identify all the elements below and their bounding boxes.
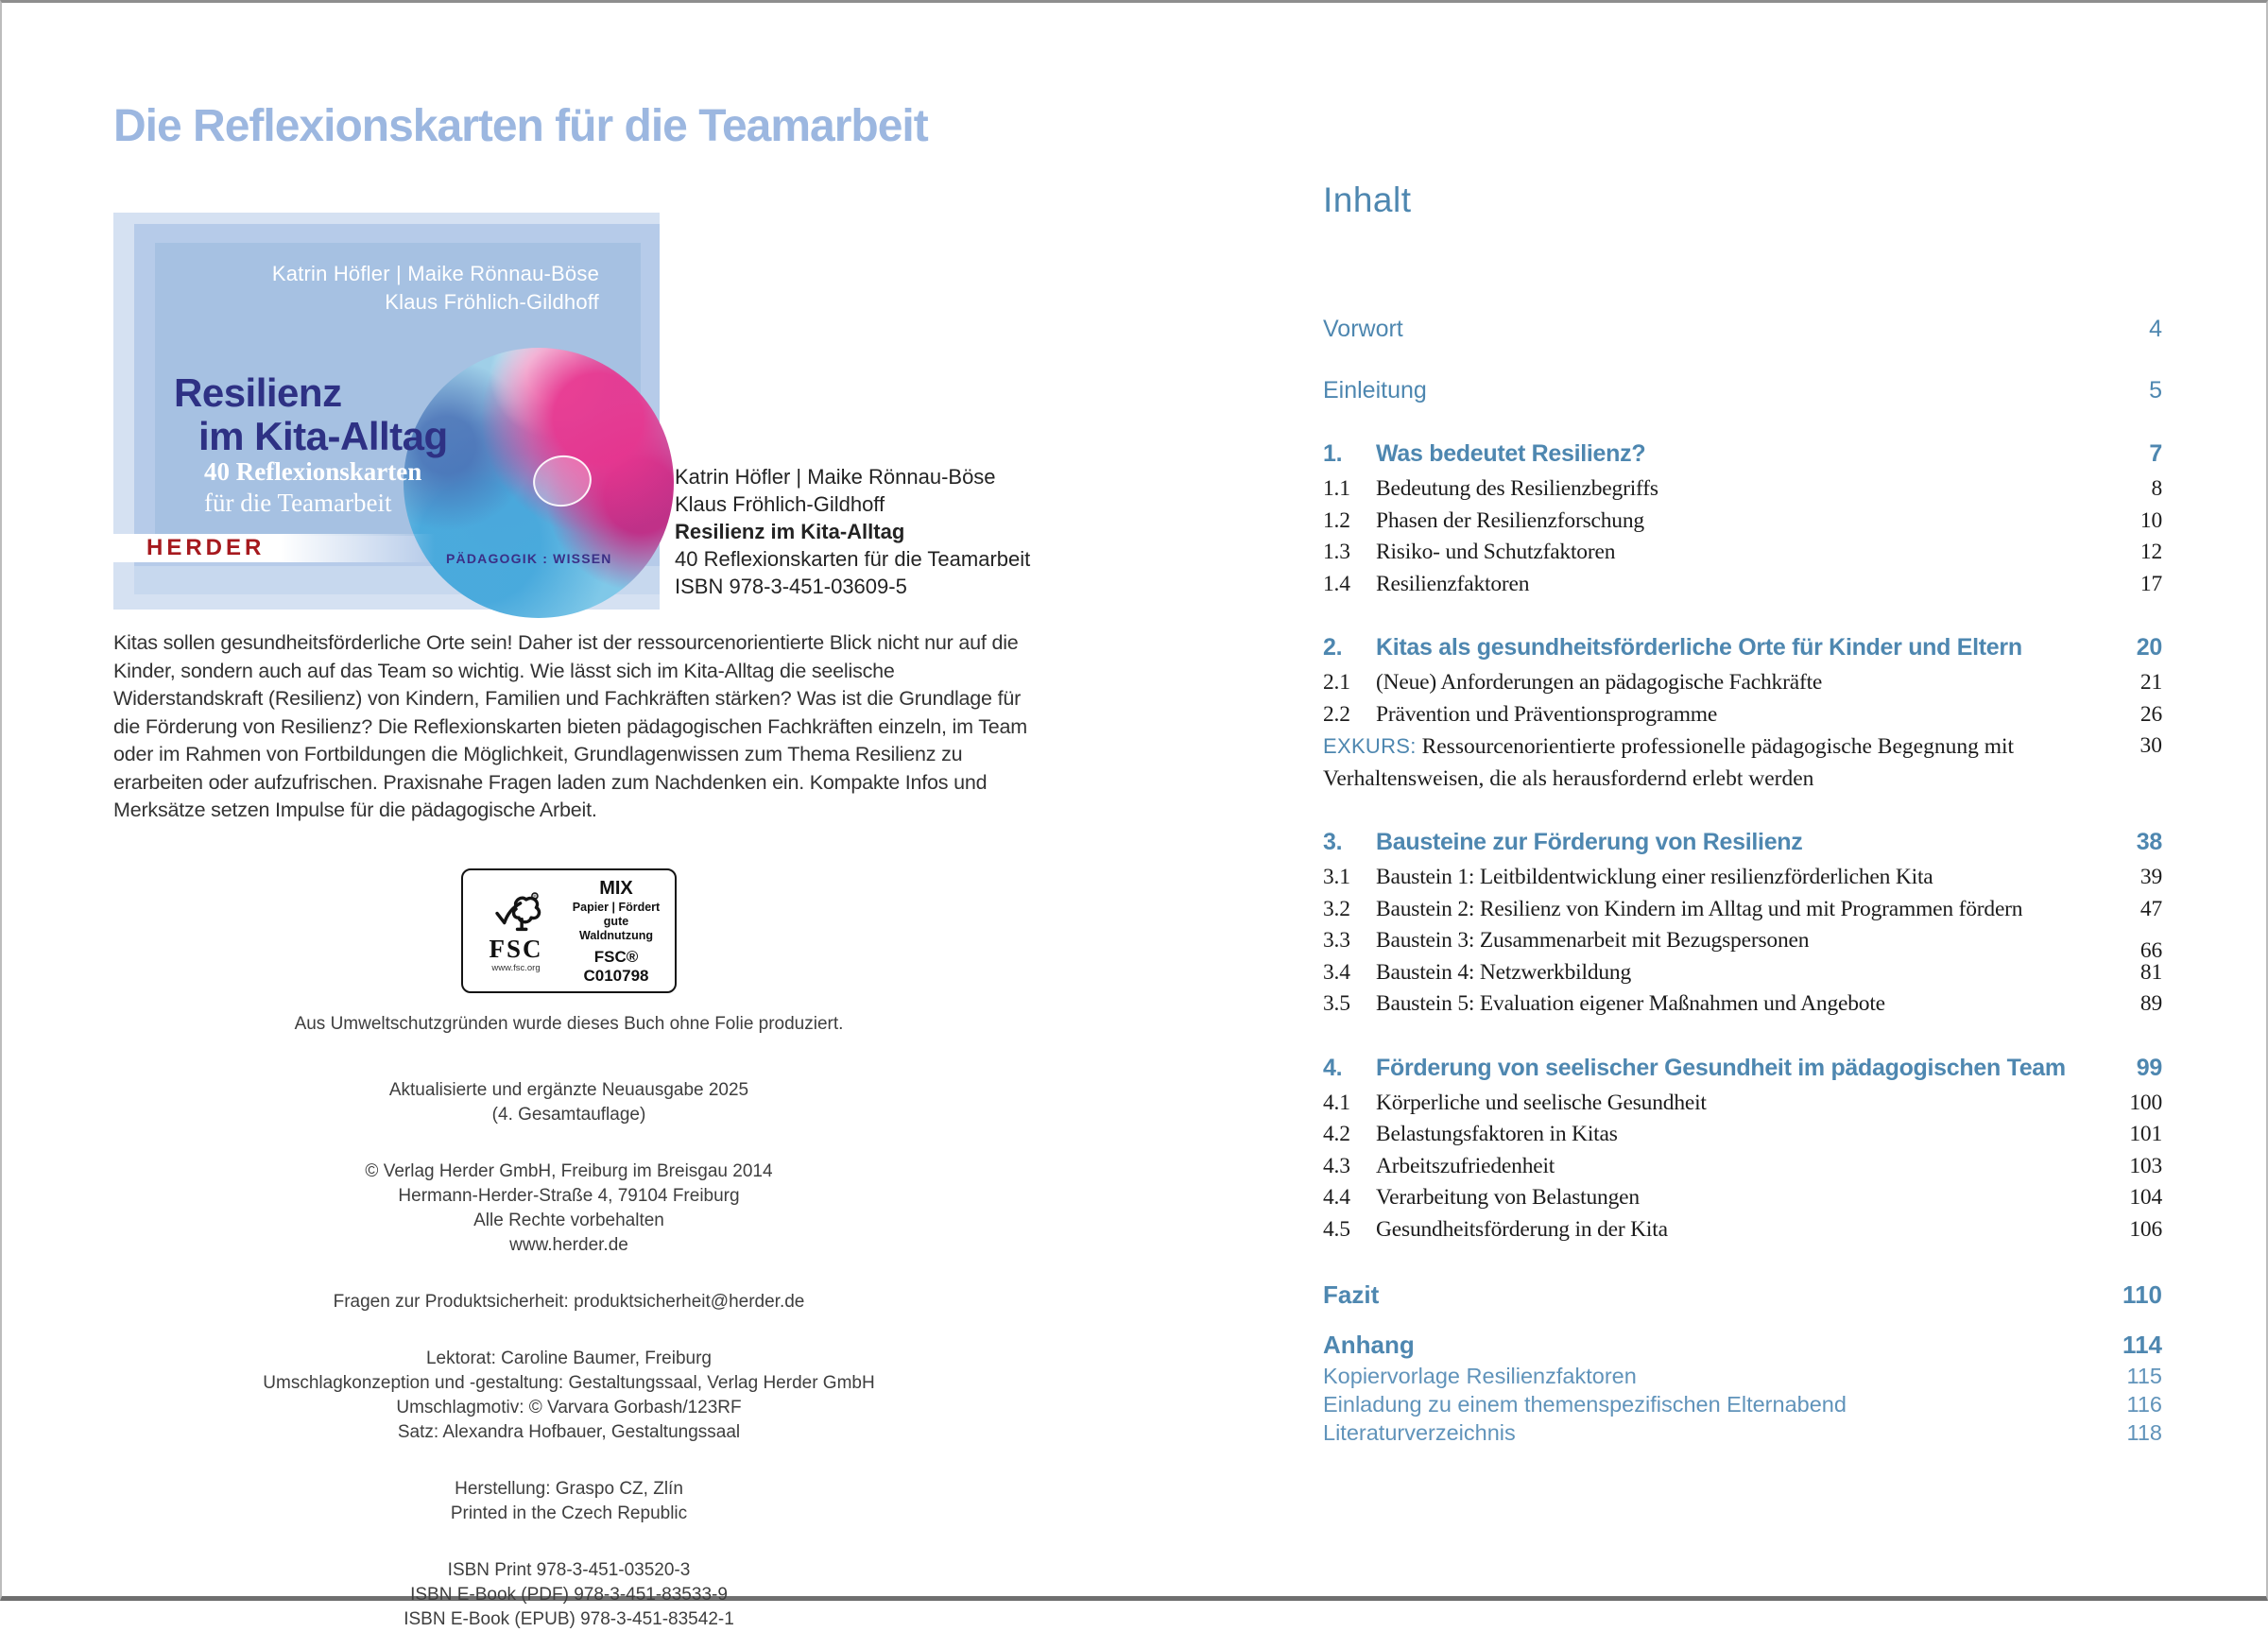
fsc-tree-check-icon (491, 890, 541, 934)
cover-authors (272, 260, 599, 317)
toc-page-number: 116 (2126, 1392, 2162, 1417)
copyright-block (115, 1160, 1022, 1258)
toc-entry-label: Baustein 2: Resilienz von Kindern im Alltag und mit Programmen fördern (1376, 896, 2023, 921)
isbn-block (115, 1558, 1022, 1632)
toc-entry-number: 1.3 (1323, 540, 1350, 564)
toc-page-number: 114 (2122, 1331, 2162, 1359)
info-subtitle: 40 Reflexionskarten für die Teamarbeit (675, 547, 1031, 571)
toc-entry-label: (Neue) Anforderungen an pädagogische Fachkräfte (1376, 670, 1823, 695)
table-of-contents (1323, 180, 2162, 1447)
toc-entry-number: 3.3 (1323, 928, 1350, 953)
toc-entry-number: 4.5 (1323, 1216, 1350, 1242)
toc-excursus-entry (1323, 730, 2162, 764)
excursus-label-line2: Verhaltensweisen, die als herausfordernd erlebt werden (1323, 765, 1814, 791)
toc-page-number: 110 (2122, 1280, 2162, 1309)
production-line: Herstellung: Graspo CZ, Zlín (455, 1479, 683, 1499)
credits-line: Satz: Alexandra Hofbauer, Gestaltungssaal (397, 1422, 741, 1442)
fsc-claim-line2: gute Waldnutzung (579, 915, 653, 942)
toc-entry (1323, 506, 2162, 538)
toc-page-number: 100 (2129, 1090, 2162, 1115)
toc-entry-label: Arbeitszufriedenheit (1376, 1153, 1555, 1178)
chapter-title: Bausteine zur Förderung von Resilienz (1376, 829, 1803, 855)
toc-page-number: 101 (2129, 1122, 2162, 1146)
credits-line: Lektorat: Caroline Baumer, Freiburg (425, 1349, 713, 1368)
toc-page-number: 12 (2139, 540, 2162, 564)
toc-page-number: 66 (2139, 938, 2162, 963)
toc-entry-label: Einleitung (1323, 377, 1427, 404)
isbn-line: ISBN Print 978-3-451-03520-3 (447, 1560, 691, 1580)
toc-entry (1323, 1151, 2162, 1183)
credits-line: Umschlagkonzeption und -gestaltung: Gestaltungssaal, Verlag Herder GmbH (263, 1373, 875, 1393)
production-block (115, 1477, 1022, 1526)
toc-entry (1323, 1214, 2162, 1246)
publisher-logo: HERDER (113, 534, 435, 562)
info-title: Resilienz im Kita-Alltag (675, 520, 905, 543)
toc-entry-label: Baustein 4: Netzwerkbildung (1376, 959, 1632, 985)
toc-section-3 (1323, 827, 2162, 1021)
book-cover (113, 213, 660, 610)
toc-entry (1323, 1088, 2162, 1120)
production-line: Printed in the Czech Republic (450, 1503, 688, 1523)
toc-entry-number: 3.2 (1323, 896, 1350, 921)
edition-block (115, 1078, 1022, 1127)
toc-page-number: 8 (2151, 476, 2162, 501)
fsc-logo (474, 890, 558, 973)
excursus-label-line1: Ressourcenorientierte professionelle pädagogische Begegnung mit (1416, 734, 2015, 759)
svg-text:®: ® (532, 894, 537, 901)
toc-entry-label: Baustein 1: Leitbildentwicklung einer resilienzförderlichen Kita (1376, 865, 1933, 889)
toc-page-number: 103 (2129, 1153, 2162, 1178)
toc-entry-number: 3.4 (1323, 959, 1350, 985)
toc-heading: Inhalt (1323, 180, 1412, 219)
toc-page-number: 7 (2149, 440, 2162, 467)
toc-page-number: 5 (2149, 377, 2162, 404)
toc-entry (1323, 1119, 2162, 1151)
isbn-line: ISBN E-Book (EPUB) 978-3-451-83542-1 (404, 1609, 734, 1629)
toc-entry-number: 4.2 (1323, 1122, 1350, 1146)
toc-page-number: 104 (2129, 1185, 2162, 1210)
info-isbn: ISBN 978-3-451-03609-5 (675, 575, 907, 598)
toc-entry (1323, 925, 2162, 963)
edition-line: Aktualisierte und ergänzte Neuausgabe 2025 (388, 1080, 749, 1100)
toc-page-number: 10 (2139, 507, 2162, 533)
toc-entry-vorwort (1323, 313, 2162, 345)
toc-page-number: 99 (2136, 1054, 2162, 1081)
chapter-number: 3. (1323, 829, 1343, 855)
cover-title-line1: Resilienz (174, 370, 342, 415)
chapter-heading (1323, 438, 2162, 469)
toc-entry-label: Anhang (1323, 1331, 1415, 1359)
toc-entry-label: Verarbeitung von Belastungen (1376, 1185, 1640, 1210)
toc-page-number: 17 (2139, 571, 2162, 596)
toc-entry-label: Bedeutung des Resilienzbegriffs (1376, 476, 1658, 501)
chapter-heading (1323, 632, 2162, 662)
toc-entry (1323, 1418, 2162, 1447)
toc-section-2 (1323, 632, 2162, 795)
fsc-claim (567, 901, 665, 943)
toc-page-number: 47 (2139, 896, 2162, 921)
blurb-paragraph: Kitas sollen gesundheitsförderliche Orte sein! Daher ist der ressourcenorientierte Blick nicht nur auf die Kinder, sondern auch auf das Team so wichtig. Wie lässt sich im Kita-Alltag die seelische Widerstandskraft (Resilienz) von Kindern, Familien und Fachkräften stärken? Was ist die Grundlage für die Förderung von Resilienz? Die Reflexionskarten bieten pädagogischen Fachkräften einzeln, im Team oder im Rahmen von Fortbildungen die Möglichkeit, Grundlagenwissen zum Thema Resilienz zu erarbeiten oder aufzufrischen. Praxisnahe Fragen laden zum Nachdenken ein. Kompakte Infos und Merksätze setzen Impulse für die pädagogische Arbeit. (113, 631, 1027, 821)
edition-line: (4. Gesamtauflage) (491, 1105, 646, 1125)
toc-entry-label: Körperliche und seelische Gesundheit (1376, 1090, 1707, 1115)
info-authors-1: Katrin Höfler | Maike Rönnau-Böse (675, 465, 996, 489)
toc-entry-number: 2.1 (1323, 670, 1350, 695)
cover-author-line1: Katrin Höfler | Maike Rönnau-Böse (271, 262, 599, 285)
copyright-line: www.herder.de (509, 1235, 628, 1255)
chapter-title: Förderung von seelischer Gesundheit im pädagogischen Team (1376, 1054, 2066, 1081)
toc-page-number: 106 (2129, 1216, 2162, 1242)
toc-entry (1323, 862, 2162, 894)
toc-entry-number: 1.4 (1323, 571, 1350, 596)
credits-line: Umschlagmotiv: © Varvara Gorbash/123RF (396, 1398, 742, 1417)
sketched-circle-icon (529, 451, 595, 511)
toc-entry-einleitung (1323, 374, 2162, 406)
toc-entry-label: Risiko- und Schutzfaktoren (1376, 540, 1616, 564)
fsc-text (567, 878, 665, 986)
toc-entry-anhang (1323, 1330, 2162, 1360)
toc-entry (1323, 569, 2162, 601)
toc-entry-label: Baustein 5: Evaluation eigener Maßnahmen und Angebote (1376, 991, 1885, 1016)
toc-entry-label: Prävention und Präventionsprogramme (1376, 701, 1718, 727)
toc-entry-number: 4.3 (1323, 1153, 1350, 1178)
toc-page-number: 21 (2139, 670, 2162, 695)
cover-subtitle (204, 456, 421, 519)
toc-entry (1323, 988, 2162, 1021)
toc-entry-number: 1.1 (1323, 476, 1350, 501)
toc-page-number: 30 (2139, 733, 2162, 758)
credits-block (115, 1347, 1022, 1445)
toc-entry (1323, 537, 2162, 569)
toc-entry (1323, 894, 2162, 926)
eco-note: Aus Umweltschutzgründen wurde dieses Buch ohne Folie produziert. (294, 1014, 844, 1034)
toc-entry-number: 3.1 (1323, 865, 1350, 889)
toc-entry-label: Gesundheitsförderung in der Kita (1376, 1216, 1668, 1242)
toc-entry-label: Baustein 3: Zusammenarbeit mit Bezugspersonen (1376, 928, 1810, 953)
cover-subtitle-line2: für die Teamarbeit (204, 489, 392, 517)
bibliographic-info (675, 463, 1030, 600)
toc-page-number: 26 (2139, 701, 2162, 727)
toc-entry-label: Vorwort (1323, 316, 1403, 342)
toc-page-number: 118 (2126, 1420, 2162, 1445)
toc-entry (1323, 699, 2162, 731)
fsc-url: www.fsc.org (491, 963, 541, 973)
chapter-title: Kitas als gesundheitsförderliche Orte für Kinder und Eltern (1376, 634, 2022, 661)
toc-entry-label: Belastungsfaktoren in Kitas (1376, 1122, 1618, 1146)
cover-title (174, 371, 448, 458)
chapter-title: Was bedeutet Resilienz? (1376, 440, 1646, 467)
toc-entry-label: Kopiervorlage Resilienzfaktoren (1323, 1364, 1637, 1388)
product-safety-line: Fragen zur Produktsicherheit: produktsicherheit@herder.de (333, 1292, 805, 1312)
cover-title-line2: im Kita-Alltag (198, 414, 448, 458)
toc-page-number: 20 (2136, 634, 2162, 661)
toc-page-number: 38 (2136, 829, 2162, 855)
toc-entry-label: Phasen der Resilienzforschung (1376, 507, 1644, 533)
toc-entry (1323, 1362, 2162, 1390)
fsc-mix: MIX (599, 878, 633, 899)
copyright-line: Alle Rechte vorbehalten (473, 1211, 664, 1230)
chapter-number: 2. (1323, 634, 1343, 661)
toc-entry-label: Einladung zu einem themenspezifischen Elternabend (1323, 1392, 1847, 1417)
fsc-brand: FSC (489, 935, 543, 963)
copyright-line: © Verlag Herder GmbH, Freiburg im Breisgau 2014 (365, 1161, 773, 1181)
toc-entry-number: 4.4 (1323, 1185, 1350, 1210)
toc-entry-number: 2.2 (1323, 701, 1350, 727)
toc-entry-number: 4.1 (1323, 1090, 1350, 1115)
toc-entry (1323, 473, 2162, 506)
toc-entry-label: Resilienzfaktoren (1376, 571, 1530, 596)
toc-entry-label: Literaturverzeichnis (1323, 1420, 1516, 1445)
toc-page-number: 81 (2139, 959, 2162, 985)
toc-entry (1323, 667, 2162, 699)
isbn-line: ISBN E-Book (PDF) 978-3-451-83533-9 (410, 1585, 728, 1605)
fsc-license: FSC® C010798 (583, 948, 649, 985)
toc-entry (1323, 957, 2162, 989)
imprint-column (115, 868, 1022, 1632)
toc-entry-fazit (1323, 1280, 2162, 1310)
cover-subtitle-line1: 40 Reflexionskarten (204, 457, 422, 486)
toc-entry-label: Fazit (1323, 1280, 1380, 1309)
toc-entry-number: 1.2 (1323, 507, 1350, 533)
chapter-heading (1323, 827, 2162, 857)
chapter-number: 1. (1323, 440, 1343, 467)
excursus-prefix: EXKURS: (1323, 734, 1417, 758)
copyright-line: Hermann-Herder-Straße 4, 79104 Freiburg (398, 1186, 740, 1206)
toc-entry-number: 3.5 (1323, 991, 1350, 1016)
page-title: Die Reflexionskarten für die Teamarbeit (113, 101, 928, 151)
fsc-claim-line1: Papier | Fördert (572, 901, 661, 914)
info-authors-2: Klaus Fröhlich-Gildhoff (675, 492, 885, 516)
toc-section-4 (1323, 1053, 2162, 1246)
toc-entry (1323, 1182, 2162, 1214)
series-label: PÄDAGOGIK : WISSEN (446, 551, 612, 566)
chapter-number: 4. (1323, 1054, 1343, 1081)
fsc-label (461, 868, 677, 993)
chapter-heading (1323, 1053, 2162, 1083)
toc-page-number: 39 (2139, 865, 2162, 889)
cover-author-line2: Klaus Fröhlich-Gildhoff (385, 290, 599, 314)
toc-section-1 (1323, 438, 2162, 600)
toc-entry (1323, 1390, 2162, 1418)
toc-page-number: 4 (2149, 316, 2162, 342)
toc-page-number: 115 (2126, 1364, 2162, 1388)
toc-page-number: 89 (2139, 991, 2162, 1016)
